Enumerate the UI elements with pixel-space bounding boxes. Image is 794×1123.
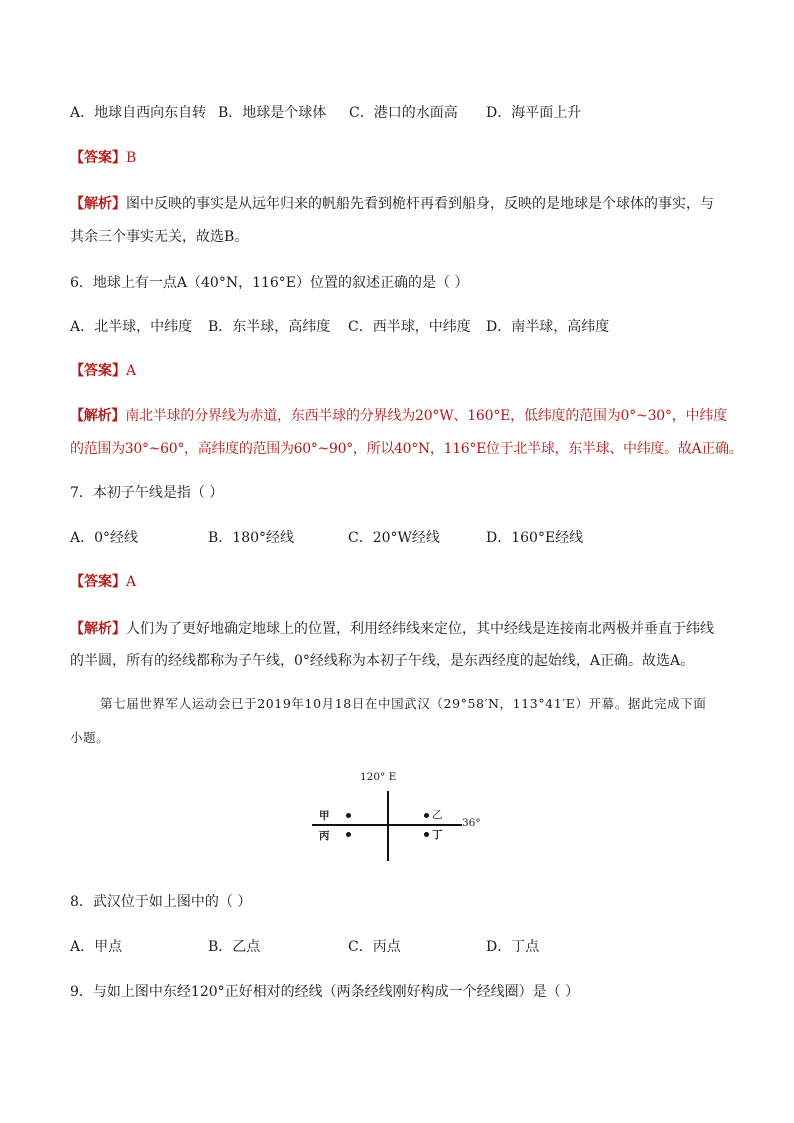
q9-stem: 9．与如上图中东经120°正好相对的经线（两条经线刚好构成一个经线圈）是（ ）: [70, 984, 580, 1000]
answer-tag: 【答案】: [70, 574, 126, 590]
intro-line-2: 小题。: [70, 730, 110, 745]
q7-analysis-line-1: [70, 618, 714, 638]
q5-option-d: D．海平面上升: [486, 105, 582, 121]
q6-answer: [70, 360, 136, 380]
q8-option-a: A．甲点: [70, 939, 123, 955]
q5-option-b: B．地球是个球体: [218, 105, 327, 121]
q7-option-c: C．20°W经线: [348, 530, 440, 546]
q6-option-d: D．南半球，高纬度: [486, 319, 610, 335]
q8-option-d: D．丁点: [486, 939, 540, 955]
q5-option-a: A．地球自西向东自转: [70, 105, 207, 121]
lat-long-diagram: [300, 765, 500, 865]
point-jia-label: 甲: [319, 810, 330, 822]
answer-tag: 【答案】: [70, 363, 126, 379]
q6-stem: 6．地球上有一点A（40°N，116°E）位置的叙述正确的是（ ）: [70, 275, 469, 291]
q5-option-c: C．港口的水面高: [349, 105, 458, 121]
point-yi-dot: [424, 813, 429, 818]
answer-tag: 【答案】: [70, 150, 126, 166]
meridian-label: 120° E: [360, 771, 397, 783]
answer-value: A: [126, 363, 137, 379]
parallel-line: [312, 824, 462, 826]
point-bing-label: 丙: [319, 830, 330, 842]
q7-option-a: A．0°经线: [70, 530, 139, 546]
analysis-tag: 【解析】: [70, 621, 126, 637]
q6-analysis-line-2: 的范围为30°~60°，高纬度的范围为60°~90°，所以40°N，116°E位于北半球，东半球、中纬度。故A正确。: [70, 441, 743, 457]
q6-option-c: C．西半球，中纬度: [348, 319, 471, 335]
q8-stem: 8．武汉位于如上图中的（ ）: [70, 894, 252, 910]
q8-option-c: C．丙点: [348, 939, 401, 955]
analysis-text: 人们为了更好地确定地球上的位置，利用经纬线来定位，其中经线是连接南北两极并垂直于纬线: [126, 621, 714, 637]
analysis-text: 南北半球的分界线为赤道，东西半球的分界线为20°W、160°E，低纬度的范围为0°~30°，中纬度: [125, 408, 727, 424]
point-ding-dot: [424, 832, 429, 837]
q7-answer: [70, 571, 136, 591]
point-jia-dot: [346, 813, 351, 818]
q6-analysis-line-1: [70, 405, 727, 425]
analysis-text: 图中反映的事实是从远年归来的帆船先看到桅杆再看到船身，反映的是地球是个球体的事实，与: [126, 196, 714, 212]
point-ding-label: 丁: [432, 829, 443, 841]
q7-option-b: B．180°经线: [208, 530, 295, 546]
point-bing-dot: [346, 832, 351, 837]
analysis-tag: 【解析】: [70, 196, 126, 212]
q6-option-b: B．东半球，高纬度: [208, 319, 331, 335]
q5-analysis-line-1: [70, 193, 714, 213]
meridian-line: [387, 791, 389, 861]
parallel-label: 36°: [462, 817, 481, 829]
answer-value: B: [126, 150, 137, 166]
q7-option-d: D．160°E经线: [486, 530, 584, 546]
analysis-tag: 【解析】: [70, 408, 126, 424]
q6-option-a: A．北半球，中纬度: [70, 319, 193, 335]
q5-analysis-line-2: 其余三个事实无关，故选B。: [70, 229, 249, 245]
q7-analysis-line-2: 的半圆，所有的经线都称为子午线，0°经线称为本初子午线，是东西经度的起始线，A正确。故选A。: [70, 653, 695, 669]
q5-answer: [70, 147, 136, 167]
q8-option-b: B．乙点: [208, 939, 261, 955]
q7-stem: 7．本初子午线是指（ ）: [70, 485, 224, 501]
point-yi-label: 乙: [432, 809, 443, 821]
intro-line-1: 第七届世界军人运动会已于2019年10月18日在中国武汉（29°58′N，113°41′E）开幕。据此完成下面: [100, 696, 707, 711]
answer-value: A: [126, 574, 137, 590]
